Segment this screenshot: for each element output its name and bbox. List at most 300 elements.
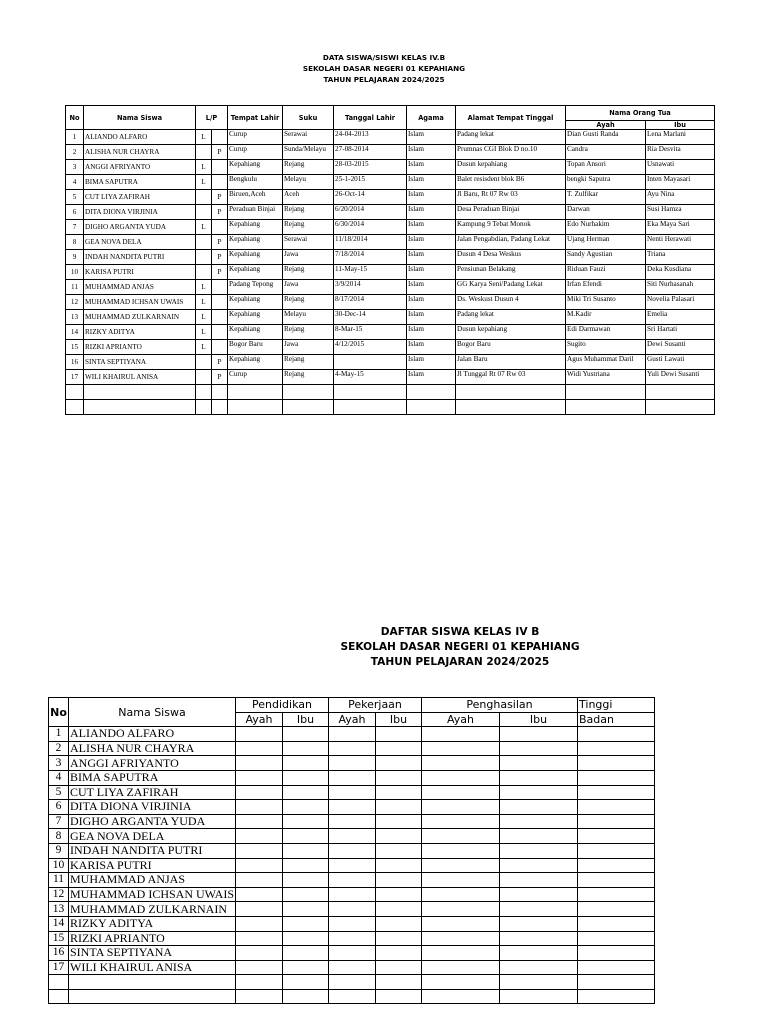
cell-nama-siswa[interactable]: RIZKY ADITYA: [69, 916, 236, 931]
cell-penghasilan-ayah[interactable]: [422, 902, 500, 917]
cell-pendidikan-ayah[interactable]: [236, 829, 283, 844]
cell-pendidikan-ayah[interactable]: [236, 785, 283, 800]
cell-pekerjaan-ayah[interactable]: [329, 902, 376, 917]
cell-p[interactable]: [212, 160, 228, 175]
cell-pekerjaan-ibu[interactable]: [376, 829, 422, 844]
cell-no[interactable]: 4: [49, 770, 69, 785]
cell-pekerjaan-ayah[interactable]: [329, 727, 376, 742]
cell-penghasilan-ibu[interactable]: [500, 873, 578, 888]
cell-nama-siswa[interactable]: GEA NOVA DELA: [84, 235, 196, 250]
cell-p[interactable]: P: [212, 145, 228, 160]
cell-pekerjaan-ayah[interactable]: [329, 843, 376, 858]
empty-cell[interactable]: [212, 385, 228, 400]
cell-ayah[interactable]: Topan Ansori: [566, 160, 646, 175]
cell-penghasilan-ibu[interactable]: [500, 814, 578, 829]
cell-penghasilan-ibu[interactable]: [500, 843, 578, 858]
cell-penghasilan-ayah[interactable]: [422, 770, 500, 785]
empty-cell[interactable]: [196, 385, 212, 400]
cell-tanggal-lahir[interactable]: 25-1-2015: [334, 175, 407, 190]
empty-cell[interactable]: [49, 989, 69, 1004]
cell-tempat-lahir[interactable]: Kepahiang: [228, 160, 283, 175]
cell-l[interactable]: L: [196, 295, 212, 310]
cell-suku[interactable]: Melayu: [283, 310, 334, 325]
empty-cell[interactable]: [376, 989, 422, 1004]
cell-pekerjaan-ayah[interactable]: [329, 873, 376, 888]
cell-ibu[interactable]: Susi Hamza: [646, 205, 715, 220]
cell-ibu[interactable]: Triana: [646, 250, 715, 265]
cell-tanggal-lahir[interactable]: 7/18/2014: [334, 250, 407, 265]
cell-penghasilan-ibu[interactable]: [500, 785, 578, 800]
cell-ayah[interactable]: Darwan: [566, 205, 646, 220]
cell-ayah[interactable]: Dian Gusti Randa: [566, 130, 646, 145]
cell-tempat-lahir[interactable]: Bengkulu: [228, 175, 283, 190]
cell-pekerjaan-ayah[interactable]: [329, 858, 376, 873]
cell-tanggal-lahir[interactable]: 4-May-15: [334, 370, 407, 385]
cell-no[interactable]: 16: [49, 946, 69, 961]
cell-nama-siswa[interactable]: MUHAMMAD ANJAS: [69, 873, 236, 888]
cell-ayah[interactable]: Irfan Efendi: [566, 280, 646, 295]
cell-l[interactable]: [196, 250, 212, 265]
cell-agama[interactable]: Islam: [407, 355, 456, 370]
cell-pendidikan-ayah[interactable]: [236, 727, 283, 742]
cell-tinggi-badan[interactable]: [578, 873, 655, 888]
empty-cell[interactable]: [566, 385, 646, 400]
cell-tempat-lahir[interactable]: Biruen,Aceh: [228, 190, 283, 205]
cell-tanggal-lahir[interactable]: 30-Dec-14: [334, 310, 407, 325]
cell-no[interactable]: 3: [66, 160, 84, 175]
cell-tinggi-badan[interactable]: [578, 829, 655, 844]
cell-no[interactable]: 13: [66, 310, 84, 325]
cell-p[interactable]: [212, 280, 228, 295]
cell-pendidikan-ayah[interactable]: [236, 814, 283, 829]
cell-suku[interactable]: Rejang: [283, 295, 334, 310]
cell-pendidikan-ibu[interactable]: [283, 829, 329, 844]
cell-tinggi-badan[interactable]: [578, 814, 655, 829]
cell-pendidikan-ibu[interactable]: [283, 756, 329, 771]
cell-p[interactable]: [212, 310, 228, 325]
cell-no[interactable]: 2: [66, 145, 84, 160]
cell-penghasilan-ayah[interactable]: [422, 785, 500, 800]
cell-penghasilan-ayah[interactable]: [422, 756, 500, 771]
cell-penghasilan-ibu[interactable]: [500, 829, 578, 844]
cell-alamat[interactable]: Ds. Weskust Dusun 4: [456, 295, 566, 310]
empty-cell[interactable]: [646, 400, 715, 415]
cell-tinggi-badan[interactable]: [578, 770, 655, 785]
cell-suku[interactable]: Jawa: [283, 340, 334, 355]
cell-alamat[interactable]: Balet resisdent blok B6: [456, 175, 566, 190]
cell-nama-siswa[interactable]: INDAH NANDITA PUTRI: [84, 250, 196, 265]
cell-no[interactable]: 13: [49, 902, 69, 917]
cell-agama[interactable]: Islam: [407, 280, 456, 295]
cell-penghasilan-ayah[interactable]: [422, 960, 500, 975]
cell-nama-siswa[interactable]: BIMA SAPUTRA: [69, 770, 236, 785]
cell-no[interactable]: 11: [49, 873, 69, 888]
empty-cell[interactable]: [329, 989, 376, 1004]
cell-suku[interactable]: Melayu: [283, 175, 334, 190]
cell-nama-siswa[interactable]: DITA DIONA VIRJINIA: [84, 205, 196, 220]
cell-suku[interactable]: Rejang: [283, 370, 334, 385]
empty-cell[interactable]: [578, 989, 655, 1004]
cell-tanggal-lahir[interactable]: 8/17/2014: [334, 295, 407, 310]
empty-cell[interactable]: [422, 989, 500, 1004]
cell-tanggal-lahir[interactable]: 3/9/2014: [334, 280, 407, 295]
cell-ibu[interactable]: Siti Nurhasanah: [646, 280, 715, 295]
cell-pekerjaan-ibu[interactable]: [376, 814, 422, 829]
cell-no[interactable]: 5: [49, 785, 69, 800]
cell-no[interactable]: 2: [49, 741, 69, 756]
cell-no[interactable]: 8: [49, 829, 69, 844]
cell-agama[interactable]: Islam: [407, 235, 456, 250]
cell-tempat-lahir[interactable]: Curup: [228, 370, 283, 385]
empty-cell[interactable]: [228, 400, 283, 415]
cell-suku[interactable]: Rejang: [283, 205, 334, 220]
cell-penghasilan-ibu[interactable]: [500, 916, 578, 931]
cell-pekerjaan-ayah[interactable]: [329, 829, 376, 844]
cell-pekerjaan-ayah[interactable]: [329, 814, 376, 829]
empty-cell[interactable]: [646, 385, 715, 400]
cell-penghasilan-ayah[interactable]: [422, 843, 500, 858]
cell-agama[interactable]: Islam: [407, 190, 456, 205]
cell-no[interactable]: 12: [66, 295, 84, 310]
cell-no[interactable]: 1: [66, 130, 84, 145]
cell-agama[interactable]: Islam: [407, 130, 456, 145]
cell-suku[interactable]: Serawai: [283, 130, 334, 145]
cell-suku[interactable]: Jawa: [283, 250, 334, 265]
cell-l[interactable]: [196, 205, 212, 220]
cell-pekerjaan-ibu[interactable]: [376, 858, 422, 873]
cell-nama-siswa[interactable]: ANGGI AFRIYANTO: [84, 160, 196, 175]
cell-tinggi-badan[interactable]: [578, 800, 655, 815]
cell-p[interactable]: [212, 340, 228, 355]
cell-agama[interactable]: Islam: [407, 175, 456, 190]
empty-cell[interactable]: [500, 989, 578, 1004]
cell-l[interactable]: [196, 235, 212, 250]
cell-pendidikan-ayah[interactable]: [236, 741, 283, 756]
cell-pendidikan-ibu[interactable]: [283, 902, 329, 917]
cell-nama-siswa[interactable]: CUT LIYA ZAFIRAH: [84, 190, 196, 205]
empty-cell[interactable]: [566, 400, 646, 415]
empty-cell[interactable]: [66, 385, 84, 400]
cell-agama[interactable]: Islam: [407, 145, 456, 160]
cell-p[interactable]: [212, 295, 228, 310]
cell-suku[interactable]: Jawa: [283, 280, 334, 295]
cell-pendidikan-ibu[interactable]: [283, 814, 329, 829]
cell-alamat[interactable]: Jl Baru, Rt 07 Rw 03: [456, 190, 566, 205]
cell-penghasilan-ibu[interactable]: [500, 727, 578, 742]
cell-ayah[interactable]: Edo Nurhakim: [566, 220, 646, 235]
cell-p[interactable]: P: [212, 190, 228, 205]
cell-penghasilan-ibu[interactable]: [500, 756, 578, 771]
cell-tinggi-badan[interactable]: [578, 931, 655, 946]
empty-cell[interactable]: [456, 400, 566, 415]
cell-ayah[interactable]: M.Kadir: [566, 310, 646, 325]
cell-tempat-lahir[interactable]: Kepahiang: [228, 295, 283, 310]
cell-penghasilan-ibu[interactable]: [500, 960, 578, 975]
cell-tanggal-lahir[interactable]: 8-Mar-15: [334, 325, 407, 340]
cell-penghasilan-ibu[interactable]: [500, 887, 578, 902]
cell-ayah[interactable]: Edi Darmawan: [566, 325, 646, 340]
cell-tanggal-lahir[interactable]: 11-May-15: [334, 265, 407, 280]
cell-nama-siswa[interactable]: WILI KHAIRUL ANISA: [84, 370, 196, 385]
cell-pendidikan-ibu[interactable]: [283, 873, 329, 888]
cell-pekerjaan-ibu[interactable]: [376, 727, 422, 742]
cell-ibu[interactable]: Usnawati: [646, 160, 715, 175]
empty-cell[interactable]: [329, 975, 376, 990]
cell-suku[interactable]: Serawai: [283, 235, 334, 250]
cell-tinggi-badan[interactable]: [578, 946, 655, 961]
cell-no[interactable]: 14: [49, 916, 69, 931]
cell-ibu[interactable]: Nenti Herawati: [646, 235, 715, 250]
cell-ayah[interactable]: Ujang Herman: [566, 235, 646, 250]
cell-pekerjaan-ibu[interactable]: [376, 931, 422, 946]
cell-tinggi-badan[interactable]: [578, 785, 655, 800]
empty-cell[interactable]: [422, 975, 500, 990]
cell-nama-siswa[interactable]: MUHAMMAD ZULKARNAIN: [69, 902, 236, 917]
cell-l[interactable]: L: [196, 325, 212, 340]
cell-nama-siswa[interactable]: RIZKI APRIANTO: [69, 931, 236, 946]
cell-no[interactable]: 5: [66, 190, 84, 205]
cell-no[interactable]: 16: [66, 355, 84, 370]
cell-p[interactable]: P: [212, 265, 228, 280]
cell-agama[interactable]: Islam: [407, 220, 456, 235]
cell-alamat[interactable]: Dusun 4 Desa Weskus: [456, 250, 566, 265]
cell-penghasilan-ayah[interactable]: [422, 727, 500, 742]
cell-p[interactable]: P: [212, 370, 228, 385]
cell-nama-siswa[interactable]: MUHAMMAD ICHSAN UWAIS: [84, 295, 196, 310]
cell-nama-siswa[interactable]: RIZKI APRIANTO: [84, 340, 196, 355]
cell-agama[interactable]: Islam: [407, 265, 456, 280]
cell-ayah[interactable]: Sugito: [566, 340, 646, 355]
cell-pekerjaan-ibu[interactable]: [376, 960, 422, 975]
cell-p[interactable]: P: [212, 355, 228, 370]
cell-tempat-lahir[interactable]: Peraduan Binjai: [228, 205, 283, 220]
cell-p[interactable]: [212, 325, 228, 340]
cell-alamat[interactable]: Bogor Baru: [456, 340, 566, 355]
empty-cell[interactable]: [236, 989, 283, 1004]
cell-no[interactable]: 8: [66, 235, 84, 250]
cell-tinggi-badan[interactable]: [578, 858, 655, 873]
empty-cell[interactable]: [69, 975, 236, 990]
cell-alamat[interactable]: Padang lekat: [456, 130, 566, 145]
cell-tinggi-badan[interactable]: [578, 960, 655, 975]
cell-no[interactable]: 17: [66, 370, 84, 385]
cell-pendidikan-ayah[interactable]: [236, 756, 283, 771]
cell-penghasilan-ayah[interactable]: [422, 946, 500, 961]
cell-ibu[interactable]: Yuli Dewi Susanti: [646, 370, 715, 385]
cell-ayah[interactable]: Agus Muhammat Daril: [566, 355, 646, 370]
cell-tempat-lahir[interactable]: Kepahiang: [228, 355, 283, 370]
empty-cell[interactable]: [66, 400, 84, 415]
cell-ibu[interactable]: Deka Kusdiana: [646, 265, 715, 280]
cell-ayah[interactable]: Widi Yustriana: [566, 370, 646, 385]
cell-no[interactable]: 7: [66, 220, 84, 235]
cell-tinggi-badan[interactable]: [578, 916, 655, 931]
empty-cell[interactable]: [84, 385, 196, 400]
cell-alamat[interactable]: Jalan Pengabdian, Padang Lekat: [456, 235, 566, 250]
empty-cell[interactable]: [49, 975, 69, 990]
cell-nama-siswa[interactable]: MUHAMMAD ZULKARNAIN: [84, 310, 196, 325]
empty-cell[interactable]: [84, 400, 196, 415]
cell-tempat-lahir[interactable]: Kepahiang: [228, 235, 283, 250]
cell-l[interactable]: L: [196, 310, 212, 325]
cell-tempat-lahir[interactable]: Kepahiang: [228, 250, 283, 265]
cell-tinggi-badan[interactable]: [578, 843, 655, 858]
cell-ayah[interactable]: Candra: [566, 145, 646, 160]
cell-ibu[interactable]: Gusti Lawati: [646, 355, 715, 370]
cell-agama[interactable]: Islam: [407, 295, 456, 310]
cell-tinggi-badan[interactable]: [578, 727, 655, 742]
cell-pendidikan-ibu[interactable]: [283, 843, 329, 858]
cell-tanggal-lahir[interactable]: 6/20/2014: [334, 205, 407, 220]
cell-pendidikan-ayah[interactable]: [236, 800, 283, 815]
cell-tempat-lahir[interactable]: Padang Tepong: [228, 280, 283, 295]
cell-tanggal-lahir[interactable]: 11/18/2014: [334, 235, 407, 250]
cell-penghasilan-ayah[interactable]: [422, 887, 500, 902]
cell-pekerjaan-ayah[interactable]: [329, 887, 376, 902]
cell-ibu[interactable]: Eka Maya Sari: [646, 220, 715, 235]
cell-pekerjaan-ayah[interactable]: [329, 931, 376, 946]
cell-tanggal-lahir[interactable]: 4/12/2015: [334, 340, 407, 355]
cell-nama-siswa[interactable]: DIGHO ARGANTA YUDA: [84, 220, 196, 235]
cell-ibu[interactable]: Dewi Susanti: [646, 340, 715, 355]
cell-pendidikan-ayah[interactable]: [236, 858, 283, 873]
cell-no[interactable]: 11: [66, 280, 84, 295]
cell-no[interactable]: 1: [49, 727, 69, 742]
empty-cell[interactable]: [376, 975, 422, 990]
empty-cell[interactable]: [236, 975, 283, 990]
cell-ayah[interactable]: Riduan Fauzi: [566, 265, 646, 280]
cell-nama-siswa[interactable]: KARISA PUTRI: [84, 265, 196, 280]
cell-pendidikan-ayah[interactable]: [236, 916, 283, 931]
cell-penghasilan-ibu[interactable]: [500, 800, 578, 815]
cell-no[interactable]: 9: [49, 843, 69, 858]
cell-nama-siswa[interactable]: KARISA PUTRI: [69, 858, 236, 873]
cell-alamat[interactable]: Dusun kepahiang: [456, 325, 566, 340]
cell-penghasilan-ayah[interactable]: [422, 829, 500, 844]
cell-no[interactable]: 7: [49, 814, 69, 829]
cell-pekerjaan-ayah[interactable]: [329, 770, 376, 785]
cell-ibu[interactable]: Ayu Nina: [646, 190, 715, 205]
cell-pendidikan-ibu[interactable]: [283, 858, 329, 873]
empty-cell[interactable]: [283, 385, 334, 400]
cell-suku[interactable]: Rejang: [283, 325, 334, 340]
cell-alamat[interactable]: Pensiunan Belakang: [456, 265, 566, 280]
cell-agama[interactable]: Islam: [407, 370, 456, 385]
cell-tinggi-badan[interactable]: [578, 887, 655, 902]
cell-alamat[interactable]: Jl Tunggal Rt 07 Rw 03: [456, 370, 566, 385]
cell-pendidikan-ibu[interactable]: [283, 946, 329, 961]
empty-cell[interactable]: [456, 385, 566, 400]
cell-no[interactable]: 3: [49, 756, 69, 771]
cell-nama-siswa[interactable]: MUHAMMAD ANJAS: [84, 280, 196, 295]
cell-ibu[interactable]: Emelia: [646, 310, 715, 325]
cell-penghasilan-ayah[interactable]: [422, 741, 500, 756]
cell-tanggal-lahir[interactable]: 24-04-2013: [334, 130, 407, 145]
cell-alamat[interactable]: Prumnas CGI Blok D no.10: [456, 145, 566, 160]
cell-no[interactable]: 12: [49, 887, 69, 902]
empty-cell[interactable]: [283, 975, 329, 990]
cell-nama-siswa[interactable]: ANGGI AFRIYANTO: [69, 756, 236, 771]
cell-l[interactable]: L: [196, 340, 212, 355]
cell-pekerjaan-ayah[interactable]: [329, 756, 376, 771]
cell-penghasilan-ayah[interactable]: [422, 873, 500, 888]
cell-p[interactable]: [212, 220, 228, 235]
cell-no[interactable]: 15: [49, 931, 69, 946]
empty-cell[interactable]: [334, 385, 407, 400]
cell-pendidikan-ibu[interactable]: [283, 887, 329, 902]
cell-pendidikan-ibu[interactable]: [283, 770, 329, 785]
empty-cell[interactable]: [212, 400, 228, 415]
cell-pendidikan-ibu[interactable]: [283, 785, 329, 800]
cell-agama[interactable]: Islam: [407, 160, 456, 175]
cell-pendidikan-ayah[interactable]: [236, 902, 283, 917]
cell-penghasilan-ibu[interactable]: [500, 770, 578, 785]
cell-l[interactable]: [196, 370, 212, 385]
cell-pekerjaan-ayah[interactable]: [329, 960, 376, 975]
cell-pekerjaan-ayah[interactable]: [329, 741, 376, 756]
cell-nama-siswa[interactable]: SINTA SEPTIYANA: [84, 355, 196, 370]
cell-p[interactable]: P: [212, 205, 228, 220]
cell-nama-siswa[interactable]: ALISHA NUR CHAYRA: [84, 145, 196, 160]
cell-penghasilan-ibu[interactable]: [500, 946, 578, 961]
cell-agama[interactable]: Islam: [407, 340, 456, 355]
cell-agama[interactable]: Islam: [407, 205, 456, 220]
cell-ibu[interactable]: Sri Hartati: [646, 325, 715, 340]
cell-pekerjaan-ayah[interactable]: [329, 800, 376, 815]
cell-agama[interactable]: Islam: [407, 310, 456, 325]
cell-no[interactable]: 15: [66, 340, 84, 355]
cell-pendidikan-ibu[interactable]: [283, 727, 329, 742]
cell-l[interactable]: L: [196, 280, 212, 295]
cell-tanggal-lahir[interactable]: 26-Oct-14: [334, 190, 407, 205]
empty-cell[interactable]: [500, 975, 578, 990]
cell-pendidikan-ibu[interactable]: [283, 931, 329, 946]
cell-tanggal-lahir[interactable]: 28-03-2015: [334, 160, 407, 175]
cell-p[interactable]: [212, 130, 228, 145]
cell-pendidikan-ibu[interactable]: [283, 916, 329, 931]
cell-pekerjaan-ibu[interactable]: [376, 741, 422, 756]
cell-pekerjaan-ibu[interactable]: [376, 887, 422, 902]
cell-suku[interactable]: Rejang: [283, 355, 334, 370]
cell-pendidikan-ayah[interactable]: [236, 931, 283, 946]
cell-no[interactable]: 14: [66, 325, 84, 340]
cell-ayah[interactable]: Miki Tri Susanto: [566, 295, 646, 310]
cell-agama[interactable]: Islam: [407, 250, 456, 265]
cell-tinggi-badan[interactable]: [578, 756, 655, 771]
cell-pendidikan-ayah[interactable]: [236, 770, 283, 785]
cell-suku[interactable]: Aceh: [283, 190, 334, 205]
cell-pendidikan-ayah[interactable]: [236, 946, 283, 961]
empty-cell[interactable]: [196, 400, 212, 415]
cell-nama-siswa[interactable]: RIZKY ADITYA: [84, 325, 196, 340]
empty-cell[interactable]: [283, 400, 334, 415]
cell-ayah[interactable]: bengki Saputra: [566, 175, 646, 190]
cell-l[interactable]: [196, 265, 212, 280]
cell-tempat-lahir[interactable]: Kepahiang: [228, 325, 283, 340]
cell-no[interactable]: 4: [66, 175, 84, 190]
cell-pekerjaan-ayah[interactable]: [329, 916, 376, 931]
cell-nama-siswa[interactable]: ALIANDO ALFARO: [69, 727, 236, 742]
cell-no[interactable]: 9: [66, 250, 84, 265]
cell-penghasilan-ibu[interactable]: [500, 741, 578, 756]
cell-nama-siswa[interactable]: DITA DIONA VIRJINIA: [69, 800, 236, 815]
empty-cell[interactable]: [578, 975, 655, 990]
cell-nama-siswa[interactable]: GEA NOVA DELA: [69, 829, 236, 844]
cell-alamat[interactable]: Kampung 9 Tebat Monok: [456, 220, 566, 235]
cell-pendidikan-ibu[interactable]: [283, 800, 329, 815]
cell-pekerjaan-ibu[interactable]: [376, 770, 422, 785]
empty-cell[interactable]: [407, 400, 456, 415]
